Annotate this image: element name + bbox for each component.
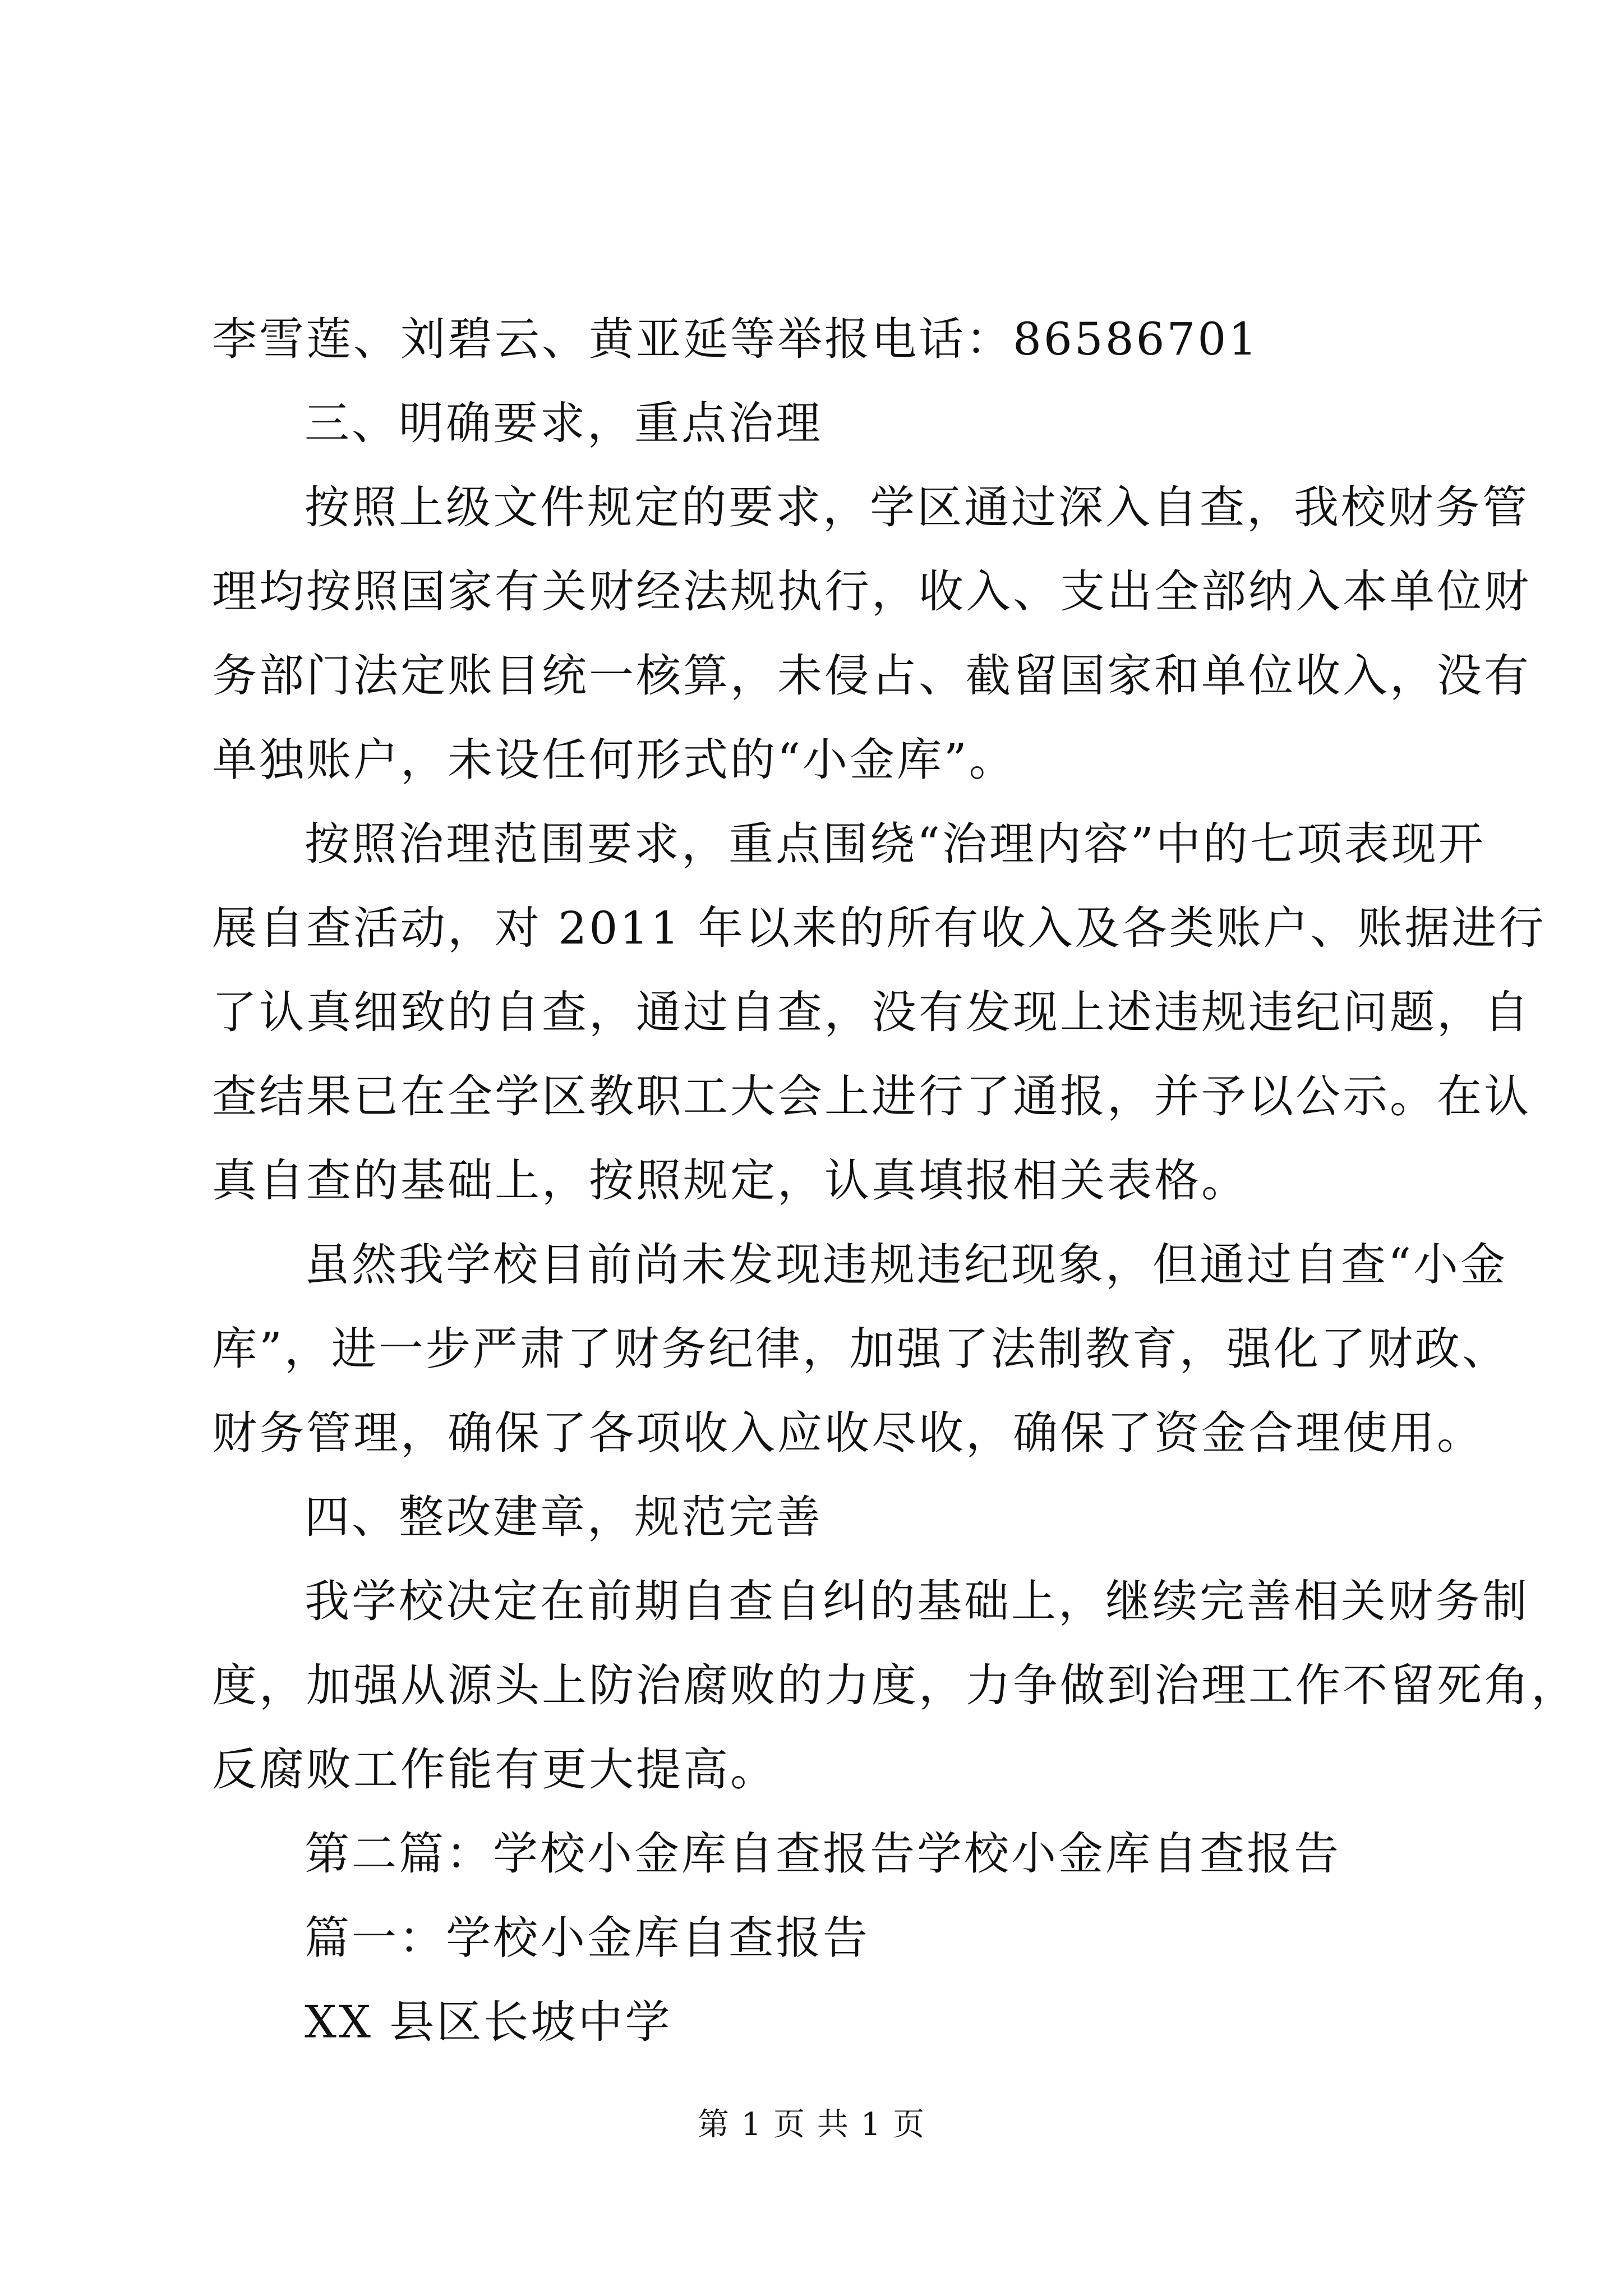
text-line: 了认真细致的自查，通过自查，没有发现上述违规违纪问题，自	[212, 986, 1531, 1038]
text-line: 按照上级文件规定的要求，学区通过深入自查，我校财务管	[305, 481, 1529, 533]
text-line: 三、明确要求，重点治理	[305, 397, 823, 449]
text-line: 财务管理，确保了各项收入应收尽收，确保了资金合理使用。	[212, 1407, 1484, 1459]
text-line: 李雪莲、刘碧云、黄亚延等举报电话：86586701	[212, 313, 1260, 365]
text-line: 理均按照国家有关财经法规执行，收入、支出全部纳入本单位财	[212, 565, 1531, 618]
text-line: 四、整改建章，规范完善	[305, 1491, 823, 1543]
text-line: XX 县区长坡中学	[305, 1996, 672, 2048]
text-line: 反腐败工作能有更大提高。	[212, 1743, 777, 1796]
text-line: 库”，进一步严肃了财务纪律，加强了法制教育，强化了财政、	[212, 1323, 1509, 1375]
text-line: 第二篇：学校小金库自查报告学校小金库自查报告	[305, 1828, 1341, 1880]
document-body	[212, 297, 1578, 2064]
text-line: 务部门法定账目统一核算，未侵占、截留国家和单位收入，没有	[212, 650, 1531, 702]
text-line: 单独账户，未设任何形式的“小金库”。	[212, 734, 1016, 786]
text-line: 展自查活动，对 2011 年以来的所有收入及各类账户、账据进行	[212, 902, 1546, 954]
text-line: 度，加强从源头上防治腐败的力度，力争做到治理工作不留死角，	[212, 1659, 1578, 1711]
page-footer: 第 1 页 共 1 页	[697, 2106, 926, 2143]
text-line: 查结果已在全学区教职工大会上进行了通报，并予以公示。在认	[212, 1070, 1531, 1122]
text-line: 篇一：学校小金库自查报告	[305, 1912, 870, 1964]
text-line: 按照治理范围要求，重点围绕“治理内容”中的七项表现开	[305, 818, 1486, 870]
text-line: 虽然我学校目前尚未发现违规违纪现象，但通过自查“小金	[305, 1239, 1507, 1291]
text-line: 真自查的基础上，按照规定，认真填报相关表格。	[212, 1154, 1248, 1207]
text-line: 我学校决定在前期自查自纠的基础上，继续完善相关财务制	[305, 1575, 1529, 1627]
